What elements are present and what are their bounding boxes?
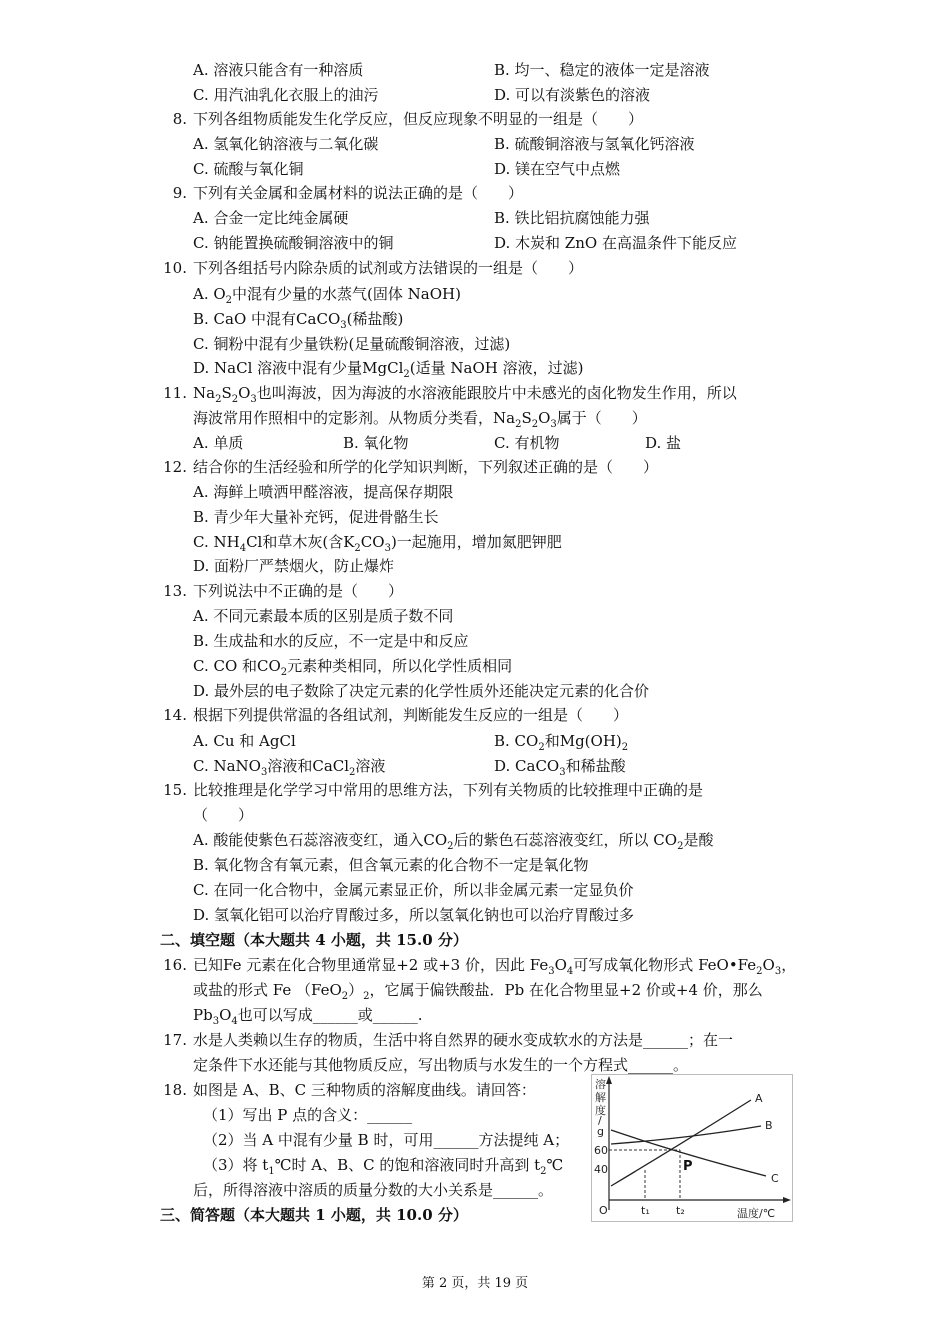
text-line: C. 钠能置换硫酸铜溶液中的铜 xyxy=(193,234,394,252)
text-line: A. 单质 xyxy=(193,434,244,452)
question-number: 8. xyxy=(172,110,187,128)
curve-c-label: C xyxy=(771,1172,779,1185)
text-line: A. Cu 和 AgCl xyxy=(193,732,296,750)
text-line: B. 硫酸铜溶液与氢氧化钙溶液 xyxy=(494,135,695,153)
text-line: D. NaCl 溶液中混有少量MgCl$_2$(适量 NaOH 溶液，过滤) xyxy=(193,359,584,380)
text-line: A. 酸能使紫色石蕊溶液变红，通入$CO_2$后的紫色石蕊溶液变红，所以 $CO_2$是酸 xyxy=(193,831,714,852)
question-number: 13. xyxy=(163,582,187,600)
x-axis-label: 温度/℃ xyxy=(737,1207,776,1220)
y-axis-label-5: g xyxy=(597,1125,604,1138)
point-p-label: P xyxy=(683,1159,693,1174)
question-number: 17. xyxy=(163,1031,187,1049)
section-heading: 三、简答题（本大题共 1 小题，共 10.0 分） xyxy=(160,1206,468,1224)
text-line: A. 海鲜上喷洒甲醛溶液，提高保存期限 xyxy=(193,483,454,501)
text-line: 下列各组括号内除杂质的试剂或方法错误的一组是（ ） xyxy=(193,259,584,277)
text-line: B. $CO_2$和$Mg(OH)_2$ xyxy=(494,732,629,753)
text-line: 下列说法中不正确的是（ ） xyxy=(193,582,404,600)
text-line: 比较推理是化学学习中常用的思维方法，下列有关物质的比较推理中正确的是 xyxy=(193,781,704,799)
text-line: C. $NH_4Cl$和草木灰(含$K_2CO_3$)一起施用，增加氮肥钾肥 xyxy=(193,533,562,554)
question-number: 9. xyxy=(172,184,187,202)
text-line: D. CaCO$_3$和稀盐酸 xyxy=(494,757,626,778)
text-line: C. NaNO$_3$溶液和CaCl$_2$溶液 xyxy=(193,757,386,778)
text-line: 海波常用作照相中的定影剂。从物质分类看，$Na_2S_2O_3$属于（ ） xyxy=(193,409,647,430)
question-number: 18. xyxy=(163,1081,187,1099)
text-line: 根据下列提供常温的各组试剂，判断能发生反应的一组是（ ） xyxy=(193,706,629,724)
question-number: 10. xyxy=(163,259,187,277)
text-line: 下列各组物质能发生化学反应，但反应现象不明显的一组是（ ） xyxy=(193,110,644,128)
y-axis-label-2: 解 xyxy=(595,1091,606,1104)
text-line: $Na_2S_2O_3$也叫海波，因为海波的水溶液能跟胶片中未感光的卤化物发生作用，所以 xyxy=(193,384,737,405)
curve-a-label: A xyxy=(755,1092,763,1105)
text-line: 已知Fe 元素在化合物里通常显+2 或+3 价，因此 $Fe_3O_4$可写成氧化物形式 $FeO•Fe_2O_3$， xyxy=(193,956,797,977)
y-tick-60: 60 xyxy=(594,1144,608,1157)
text-line: D. 可以有淡紫色的溶液 xyxy=(494,86,651,104)
text-line: （3）将 $t_1℃$时 A、B、C 的饱和溶液同时升高到 $t_2℃$ xyxy=(203,1156,564,1177)
text-line: D. 盐 xyxy=(645,434,682,452)
text-line: C. 用汽油乳化衣服上的油污 xyxy=(193,86,379,104)
y-axis-label-4: / xyxy=(598,1114,602,1127)
text-line: B. 氧化物 xyxy=(343,434,409,452)
question-number: 16. xyxy=(163,956,187,974)
origin-label: O xyxy=(599,1204,608,1217)
x-tick-t2: t₂ xyxy=(676,1204,685,1217)
text-line: D. 最外层的电子数除了决定元素的化学性质外还能决定元素的化合价 xyxy=(193,682,650,700)
text-line: D. 木炭和 ZnO 在高温条件下能反应 xyxy=(494,234,737,252)
text-line: C. 有机物 xyxy=(494,434,560,452)
text-line: C. 在同一化合物中，金属元素显正价，所以非金属元素一定显负价 xyxy=(193,881,634,899)
text-line: 后，所得溶液中溶质的质量分数的大小关系是______。 xyxy=(193,1181,554,1199)
text-line: 结合你的生活经验和所学的化学知识判断，下列叙述正确的是（ ） xyxy=(193,458,659,476)
solubility-curve-figure xyxy=(591,1074,793,1222)
text-line: B. 铁比铝抗腐蚀能力强 xyxy=(494,209,650,227)
text-line: B. 氧化物含有氧元素，但含氧元素的化合物不一定是氧化物 xyxy=(193,856,589,874)
text-line: B. 生成盐和水的反应，不一定是中和反应 xyxy=(193,632,469,650)
question-number: 11. xyxy=(163,384,187,402)
text-line: $Pb_3O_4$也可以写成______或______. xyxy=(193,1006,423,1027)
section-heading: 二、填空题（本大题共 4 小题，共 15.0 分） xyxy=(160,931,468,949)
question-number: 15. xyxy=(163,781,187,799)
y-tick-40: 40 xyxy=(594,1163,608,1176)
text-line: A. 氢氧化钠溶液与二氧化碳 xyxy=(193,135,379,153)
text-line: （1）写出 P 点的含义：______ xyxy=(203,1106,413,1124)
curve-b-label: B xyxy=(765,1119,773,1132)
x-tick-t1: t₁ xyxy=(641,1204,650,1217)
text-line: D. 氢氧化铝可以治疗胃酸过多，所以氢氧化钠也可以治疗胃酸过多 xyxy=(193,906,635,924)
text-line: （2）当 A 中混有少量 B 时，可用______方法提纯 A； xyxy=(203,1131,570,1149)
text-line: A. 合金一定比纯金属硬 xyxy=(193,209,349,227)
y-axis-label-3: 度 xyxy=(595,1104,606,1117)
text-line: A. 溶液只能含有一种溶质 xyxy=(193,61,364,79)
text-line: 水是人类赖以生存的物质，生活中将自然界的硬水变成软水的方法是______；在一 xyxy=(193,1031,734,1049)
text-line: D. 面粉厂严禁烟火，防止爆炸 xyxy=(193,557,395,575)
text-line: C. 硫酸与氧化铜 xyxy=(193,160,304,178)
text-line: B. 均一、稳定的液体一定是溶液 xyxy=(494,61,710,79)
text-line: 定条件下水还能与其他物质反应，写出物质与水发生的一个方程式______。 xyxy=(193,1056,689,1074)
text-line: 下列有关金属和金属材料的说法正确的是（ ） xyxy=(193,184,524,202)
page-footer: 第 2 页，共 19 页 xyxy=(421,1276,529,1291)
text-line: B. 青少年大量补充钙，促进骨骼生长 xyxy=(193,508,439,526)
text-line: C. 铜粉中混有少量铁粉(足量硫酸铜溶液，过滤) xyxy=(193,335,511,353)
text-line: A. $O_2$中混有少量的水蒸气(固体 NaOH) xyxy=(193,285,461,306)
text-line: C. CO 和$CO_2$元素种类相同，所以化学性质相同 xyxy=(193,657,513,678)
text-line: 或盐的形式 Fe $(FeO_2)_2$，它属于偏铁酸盐．Pb 在化合物里显+2 价或+4 价，那么 xyxy=(193,981,763,1002)
text-line: （ ） xyxy=(193,806,254,824)
text-line: A. 不同元素最本质的区别是质子数不同 xyxy=(193,607,454,625)
question-number: 12. xyxy=(163,458,187,476)
y-axis-label-1: 溶 xyxy=(595,1078,606,1091)
text-line: D. 镁在空气中点燃 xyxy=(494,160,621,178)
question-number: 14. xyxy=(163,706,187,724)
text-line: 如图是 A、B、C 三种物质的溶解度曲线。请回答： xyxy=(193,1081,536,1099)
text-line: B. CaO 中混有CaCO$_3$(稀盐酸) xyxy=(193,310,404,331)
